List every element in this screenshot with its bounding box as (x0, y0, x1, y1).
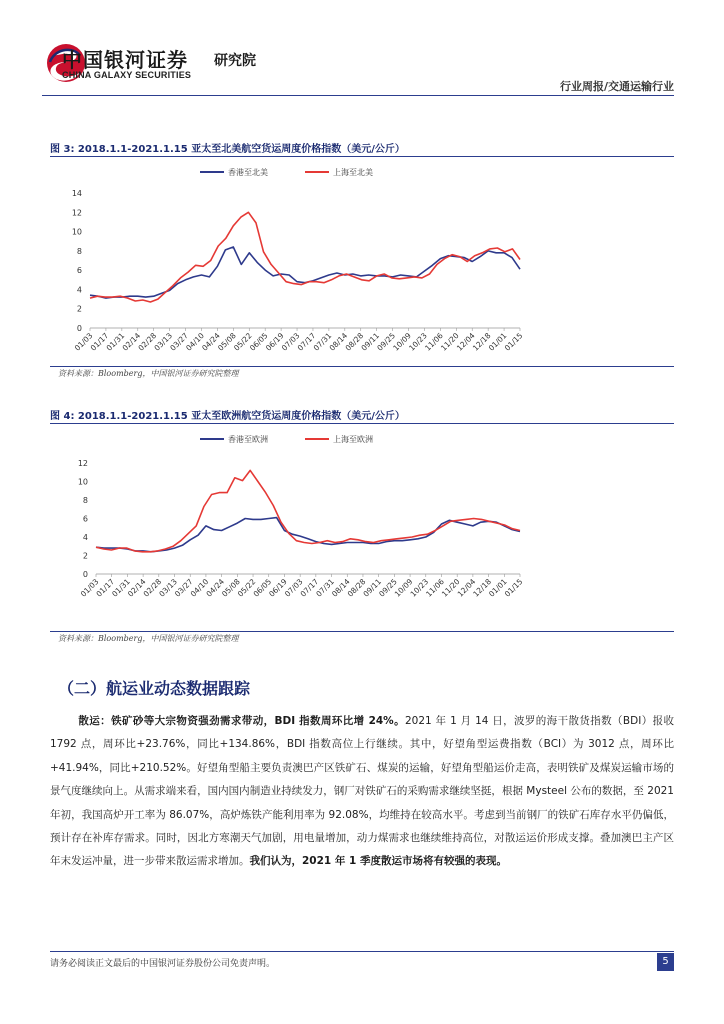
x-tick-label: 01/31 (104, 331, 127, 353)
x-tick-label: 04/10 (184, 331, 206, 353)
y-tick-label: 0 (82, 570, 88, 579)
legend-label: 香港至北美 (228, 168, 268, 177)
y-tick-label: 8 (82, 496, 88, 505)
logo-cn-name: 中国银河证券 (62, 48, 188, 72)
x-tick-label: 03/27 (168, 331, 190, 353)
series-line-0 (90, 247, 520, 298)
x-tick-label: 12/18 (471, 577, 494, 599)
y-tick-label: 6 (82, 514, 88, 524)
x-tick-label: 09/11 (359, 331, 382, 353)
x-tick-label: 10/23 (407, 331, 429, 353)
y-tick-label: 0 (76, 324, 82, 333)
x-tick-label: 02/28 (136, 331, 159, 353)
figure-3-bottom-rule (50, 366, 674, 367)
footer-divider (50, 951, 674, 952)
footer-disclaimer: 请务必阅读正文最后的中国银河证券股份公司免责声明。 (50, 959, 276, 969)
x-tick-label: 08/28 (343, 331, 366, 353)
x-tick-label: 01/03 (72, 331, 95, 353)
series-line-0 (96, 518, 520, 552)
section-title: （二）航运业动态数据跟踪 (58, 679, 251, 698)
x-tick-label: 01/17 (88, 331, 111, 353)
x-tick-label: 01/15 (502, 577, 525, 599)
y-tick-label: 6 (76, 266, 82, 276)
y-tick-label: 14 (71, 189, 82, 198)
x-tick-label: 06/19 (267, 577, 289, 599)
x-tick-label: 07/03 (282, 577, 305, 599)
x-tick-label: 05/22 (235, 577, 258, 599)
x-tick-label: 08/14 (330, 577, 352, 599)
x-tick-label: 02/14 (125, 577, 148, 599)
x-tick-label: 06/05 (247, 331, 270, 353)
y-tick-label: 4 (76, 285, 82, 295)
shipping-paragraph (50, 710, 674, 874)
header-divider (42, 95, 674, 96)
figure-3-chart (50, 158, 674, 366)
x-tick-label: 05/08 (216, 331, 238, 353)
x-tick-label: 07/31 (311, 331, 334, 353)
x-tick-label: 03/13 (157, 577, 179, 599)
y-tick-label: 12 (71, 208, 82, 218)
x-tick-label: 03/13 (152, 331, 175, 353)
x-tick-label: 04/24 (204, 577, 227, 599)
x-tick-label: 10/23 (408, 577, 431, 599)
x-tick-label: 02/14 (120, 331, 143, 353)
legend-label: 上海至北美 (333, 168, 373, 177)
y-tick-label: 2 (76, 304, 82, 314)
logo-en-name: CHINA GALAXY SECURITIES (62, 70, 192, 80)
x-tick-label: 06/19 (263, 331, 286, 353)
y-tick-label: 12 (77, 459, 88, 468)
x-tick-label: 05/08 (220, 577, 242, 599)
y-tick-label: 8 (76, 246, 82, 256)
x-tick-label: 12/04 (454, 331, 477, 353)
x-tick-label: 07/17 (298, 577, 321, 599)
x-tick-label: 11/06 (423, 331, 445, 353)
x-tick-label: 07/17 (295, 331, 318, 353)
y-tick-label: 4 (82, 533, 88, 542)
x-tick-label: 11/20 (439, 577, 462, 599)
page-number: 5 (657, 953, 674, 971)
legend-label: 香港至欧洲 (228, 435, 268, 444)
x-tick-label: 04/24 (200, 331, 222, 353)
x-tick-label: 01/01 (487, 577, 509, 599)
x-tick-label: 04/10 (188, 577, 211, 599)
figure-4-source: 资料来源：Bloomberg，中国银河证券研究院整理 (58, 634, 239, 643)
paragraph-body: 2021 年 1 月 14 日，波罗的海干散货指数（BDI）报收 1792 点，周环比+23.76%，同比+134.86%，BDI 指数高位上行继续。其中，好望角型运费指数（BCI）为 3012 点，周环比+41.94%，同比+210.52%。好望角型船主要负责澳巴产区铁矿石、煤炭的运输，好望角型船运价走高，表明铁矿及煤炭运输市场的景气度继续向上。从需求端来看，国内国内制造业持续发力，钢厂对铁矿石的采购需求继续坚挺，根据 Mysteel 公布的数据，至 2021 年初，我国高炉开工率为 86.07%，高炉炼铁产能利用率为 92.08%，均维持在较高水平。考虑到当前钢厂的铁矿石库存水平仍偏低，预计存在补库存需求。同时，因北方寒潮天气加剧，用电量增加，动力煤需求也继续维持高位，对散运运价形成支撑。叠加澳巴主产区年末发运冲量，进一步带来散运需求增加。 (50, 715, 674, 868)
report-type: 行业周报/交通运输行业 (559, 80, 674, 93)
figure-3-caption: 图 3: 2018.1.1-2021.1.15 亚太至北美航空货运周度价格指数（美元/公斤） (50, 144, 405, 155)
legend-label: 上海至欧洲 (333, 435, 373, 444)
figure-4-bottom-rule (50, 631, 674, 632)
x-tick-label: 10/09 (392, 577, 415, 599)
x-tick-label: 12/04 (455, 577, 478, 599)
x-tick-label: 12/18 (470, 331, 493, 353)
x-tick-label: 08/14 (327, 331, 350, 353)
figure-4-top-rule (50, 423, 674, 424)
x-tick-label: 09/25 (375, 331, 398, 353)
x-tick-label: 02/28 (141, 577, 164, 599)
x-tick-label: 07/03 (279, 331, 302, 353)
y-tick-label: 10 (71, 227, 82, 237)
x-tick-label: 09/11 (361, 577, 384, 599)
x-tick-label: 11/06 (424, 577, 446, 599)
y-tick-label: 10 (77, 477, 88, 487)
x-tick-label: 01/17 (94, 577, 117, 599)
x-tick-label: 11/20 (439, 331, 461, 353)
figure-4-caption: 图 4: 2018.1.1-2021.1.15 亚太至欧洲航空货运周度价格指数（美元/公斤） (50, 411, 405, 422)
figure-3-source: 资料来源：Bloomberg，中国银河证券研究院整理 (58, 369, 239, 378)
x-tick-label: 01/31 (110, 577, 132, 599)
y-tick-label: 2 (82, 551, 88, 561)
figure-3-top-rule (50, 156, 674, 157)
paragraph-lead: 散运：铁矿砂等大宗物资强劲需求带动，BDI 指数周环比增 24%。 (78, 715, 405, 727)
x-tick-label: 08/28 (345, 577, 368, 599)
x-tick-label: 06/05 (251, 577, 274, 599)
x-tick-label: 07/31 (314, 577, 336, 599)
x-tick-label: 09/25 (377, 577, 399, 599)
x-tick-label: 05/22 (232, 331, 254, 353)
x-tick-label: 01/15 (502, 331, 525, 353)
x-tick-label: 01/03 (78, 577, 101, 599)
x-tick-label: 10/09 (391, 331, 413, 353)
paragraph-conclusion: 我们认为，2021 年 1 季度散运市场将有较强的表现。 (249, 855, 507, 868)
x-tick-label: 03/27 (172, 577, 195, 599)
figure-4-chart (50, 425, 674, 631)
x-tick-label: 01/01 (486, 331, 509, 353)
institute-label: 研究院 (214, 53, 256, 69)
